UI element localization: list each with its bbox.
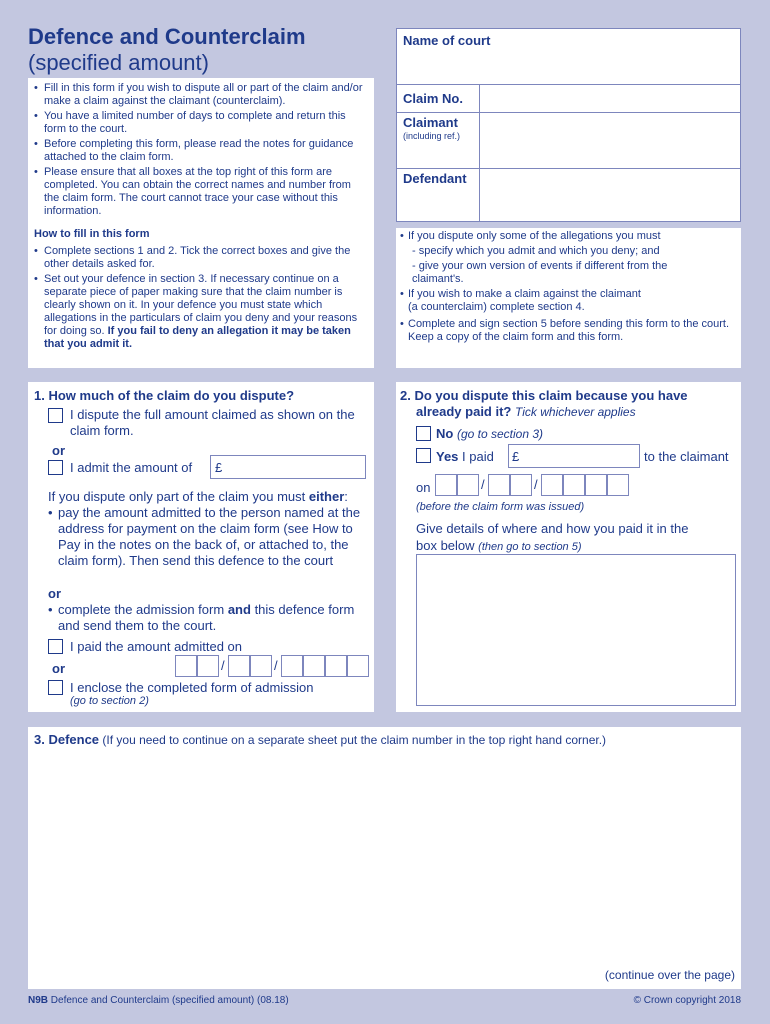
title-line-2: (specified amount) [28, 50, 209, 75]
section-3-panel [28, 727, 741, 989]
dispute-full-checkbox[interactable] [48, 408, 63, 423]
note-bullet: • If you dispute only some of the allegations you must [400, 230, 661, 242]
paid-day-2[interactable] [197, 655, 219, 677]
note-bullet: • If you wish to make a claim against the claimant [400, 288, 641, 300]
paid-on-month-1[interactable] [488, 474, 510, 496]
title-line-1: Defence and Counterclaim [28, 24, 306, 49]
section-2-subheading: already paid it? Tick whichever applies [416, 404, 636, 419]
defendant-field[interactable] [481, 169, 740, 221]
paid-on-day-2[interactable] [457, 474, 479, 496]
date-slash: / [221, 658, 225, 673]
how-to-heading: How to fill in this form [34, 228, 150, 240]
payment-details-textarea[interactable] [416, 554, 736, 706]
currency-symbol: £ [215, 460, 223, 475]
instructions-panel [28, 78, 374, 368]
name-of-court-field[interactable] [397, 49, 740, 83]
date-slash: / [534, 477, 538, 492]
admit-amount-checkbox[interactable] [48, 460, 63, 475]
already-paid-yes-label: Yes I paid [436, 449, 494, 464]
section-1-panel [28, 382, 374, 712]
currency-symbol: £ [512, 449, 520, 464]
enclose-admission-label: I enclose the completed form of admission [70, 680, 314, 695]
pay-admitted-bullet: • pay the amount admitted to the person named at the address for payment on the claim form (see How to Pay in the notes on the back of, or attached to, the claim form). Then send this defence to the court [48, 505, 361, 568]
paid-on-year-3[interactable] [585, 474, 607, 496]
paid-month-1[interactable] [228, 655, 250, 677]
section-3-heading: 3. Defence (If you need to continue on a separate sheet put the claim number in the top right hand corner.) [34, 732, 607, 747]
admission-form-bullet: • complete the admission form and this defence form and send them to the court. [48, 602, 355, 633]
admit-amount-field[interactable] [210, 455, 366, 479]
paid-year-4[interactable] [347, 655, 369, 677]
paid-month-2[interactable] [250, 655, 272, 677]
paid-year-2[interactable] [303, 655, 325, 677]
note-bullet-cont: (a counterclaim) complete section 4. [408, 301, 585, 313]
section-2-panel [396, 382, 741, 712]
note-bullet: • Complete and sign section 5 before sending this form to the court. Keep a copy of the claim form and this form. [400, 318, 730, 343]
part-dispute-intro: If you dispute only part of the claim you must either: [48, 489, 348, 504]
how-to-bullet-list [34, 245, 368, 351]
already-paid-yes-checkbox[interactable] [416, 448, 431, 463]
enclose-admission-checkbox[interactable] [48, 680, 63, 695]
defendant-label: Defendant [403, 171, 467, 186]
defence-text-area[interactable] [28, 751, 741, 961]
payment-details-instruction-2: box below (then go to section 5) [416, 538, 582, 553]
date-slash: / [481, 477, 485, 492]
intro-bullet-list [34, 82, 368, 218]
or-label: or [52, 661, 65, 676]
payment-details-instruction: Give details of where and how you paid it in the [416, 521, 689, 536]
intro-bullet: • Please ensure that all boxes at the top right of this form are completed. You can obtain the correct names and number from the claim form. The court cannot trace your case without this information. [34, 166, 368, 218]
paid-day-1[interactable] [175, 655, 197, 677]
paid-admitted-label: I paid the amount admitted on [70, 639, 243, 654]
how-to-bullet: • Complete sections 1 and 2. Tick the correct boxes and give the other details asked for. [34, 245, 368, 271]
continue-over-page: (continue over the page) [604, 968, 735, 982]
paid-year-3[interactable] [325, 655, 347, 677]
claim-no-label: Claim No. [403, 91, 463, 106]
how-to-bullet [34, 273, 368, 351]
already-paid-no-label: No (go to section 3) [436, 426, 544, 441]
intro-bullet: • Fill in this form if you wish to dispute all or part of the claim and/or make a claim against the claimant (counterclaim). [34, 82, 368, 108]
paid-on-month-2[interactable] [510, 474, 532, 496]
paid-on-year-4[interactable] [607, 474, 629, 496]
note-dash: - give your own version of events if different from the claimant's. [412, 260, 668, 285]
section-1-heading: 1. How much of the claim do you dispute? [34, 388, 295, 403]
paid-amount-field[interactable] [508, 444, 640, 468]
date-slash: / [274, 658, 278, 673]
paid-on-year-1[interactable] [541, 474, 563, 496]
how-to-bullet-warning: If you fail to deny an allegation it may be taken that you admit it. [44, 325, 351, 350]
form-code-footer: N9B Defence and Counterclaim (specified amount) (08.18) [28, 995, 289, 1006]
or-label: or [52, 443, 65, 458]
note-dash: - specify which you admit and which you deny; and [412, 245, 660, 257]
claimant-sub-label: (including ref.) [403, 131, 461, 141]
court-info-box [396, 28, 741, 222]
paid-on-day-1[interactable] [435, 474, 457, 496]
already-paid-no-checkbox[interactable] [416, 426, 431, 441]
intro-bullet: • You have a limited number of days to complete and return this form to the court. [34, 110, 368, 136]
how-to-bullet-text: Set out your defence in section 3. If necessary continue on a separate piece of paper making sure that the claim number is clearly shown on it. In your defence you must state which allegations in the particulars of claim you deny and your reasons for doing so. [44, 273, 358, 337]
dispute-full-label: I dispute the full amount claimed as shown on the claim form. [70, 407, 355, 438]
goto-section-2: (go to section 2) [70, 695, 149, 707]
copyright-footer: © Crown copyright 2018 [633, 995, 741, 1006]
to-claimant-label: to the claimant [644, 449, 729, 464]
before-claim-note: (before the claim form was issued) [416, 501, 585, 513]
paid-on-label: on [416, 480, 431, 495]
intro-bullet: • Before completing this form, please read the notes for guidance attached to the claim form. [34, 138, 368, 164]
paid-admitted-checkbox[interactable] [48, 639, 63, 654]
claimant-field[interactable] [481, 113, 740, 167]
name-of-court-label: Name of court [403, 33, 491, 48]
paid-year-1[interactable] [281, 655, 303, 677]
claimant-label: Claimant [403, 115, 458, 130]
admit-amount-label: I admit the amount of [70, 460, 193, 475]
allegations-notes-panel [396, 228, 741, 368]
section-2-heading: 2. Do you dispute this claim because you have [400, 388, 688, 403]
or-label: or [48, 586, 61, 601]
claim-no-field[interactable] [481, 85, 740, 111]
paid-on-year-2[interactable] [563, 474, 585, 496]
form-title [28, 24, 388, 76]
